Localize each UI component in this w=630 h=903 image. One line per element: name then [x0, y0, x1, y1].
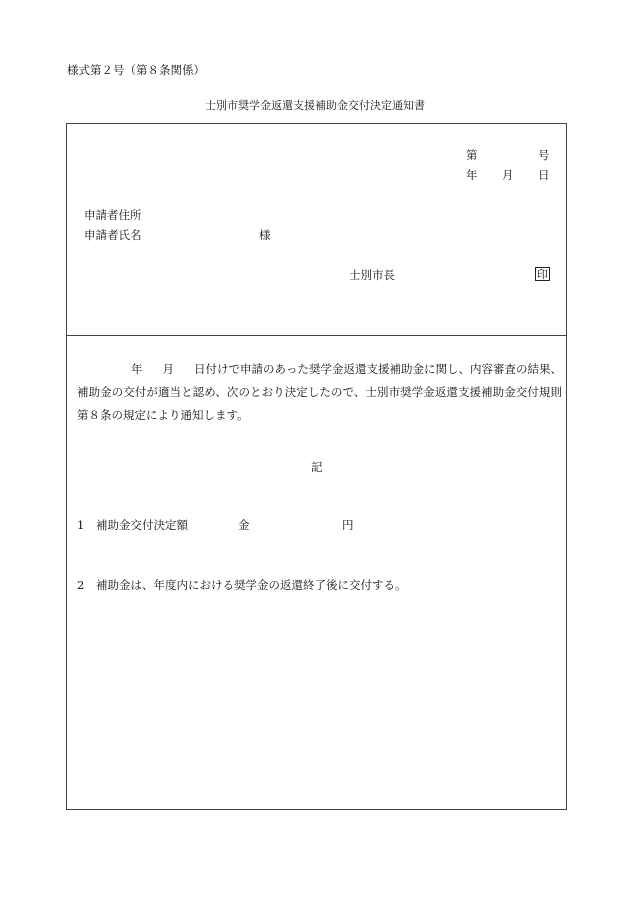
date-year: 年: [466, 168, 478, 182]
date-day: 日: [538, 168, 550, 182]
name-label: 申請者氏名: [84, 228, 142, 242]
section-divider: [67, 335, 566, 336]
honorific: 様: [259, 228, 271, 242]
form-id: 様式第２号（第８条関係）: [67, 63, 205, 77]
body-text: 日付けで申請のあった奨学金返還支援補助金に関し、内容審査の結果、補助金の交付が適当と認め、次のとおり決定したので、士別市奨学金返還支援補助金交付規則第８条の規定により通知します。: [77, 362, 563, 422]
date-month: 月: [502, 168, 514, 182]
address-label: 申請者住所: [84, 208, 142, 222]
seal-mark: 印: [537, 268, 548, 281]
item-1-number: 1: [77, 518, 85, 532]
item-1-yen: 円: [342, 518, 354, 532]
issuer-title: 士別市長: [349, 268, 395, 282]
notice-body: [77, 358, 562, 427]
document-title: 士別市奨学金返還支援補助金交付決定通知書: [205, 99, 425, 112]
item-1-label: 補助金交付決定額: [96, 518, 188, 532]
ki-heading: 記: [311, 460, 323, 474]
item-2-number: 2: [77, 578, 85, 592]
body-year: 年: [131, 362, 143, 376]
item-1-kin: 金: [238, 518, 250, 532]
body-month: 月: [162, 362, 175, 376]
number-prefix: 第: [466, 148, 478, 162]
number-suffix: 号: [538, 148, 550, 162]
item-2-label: 補助金は、年度内における奨学金の返還終了後に交付する。: [96, 578, 407, 592]
